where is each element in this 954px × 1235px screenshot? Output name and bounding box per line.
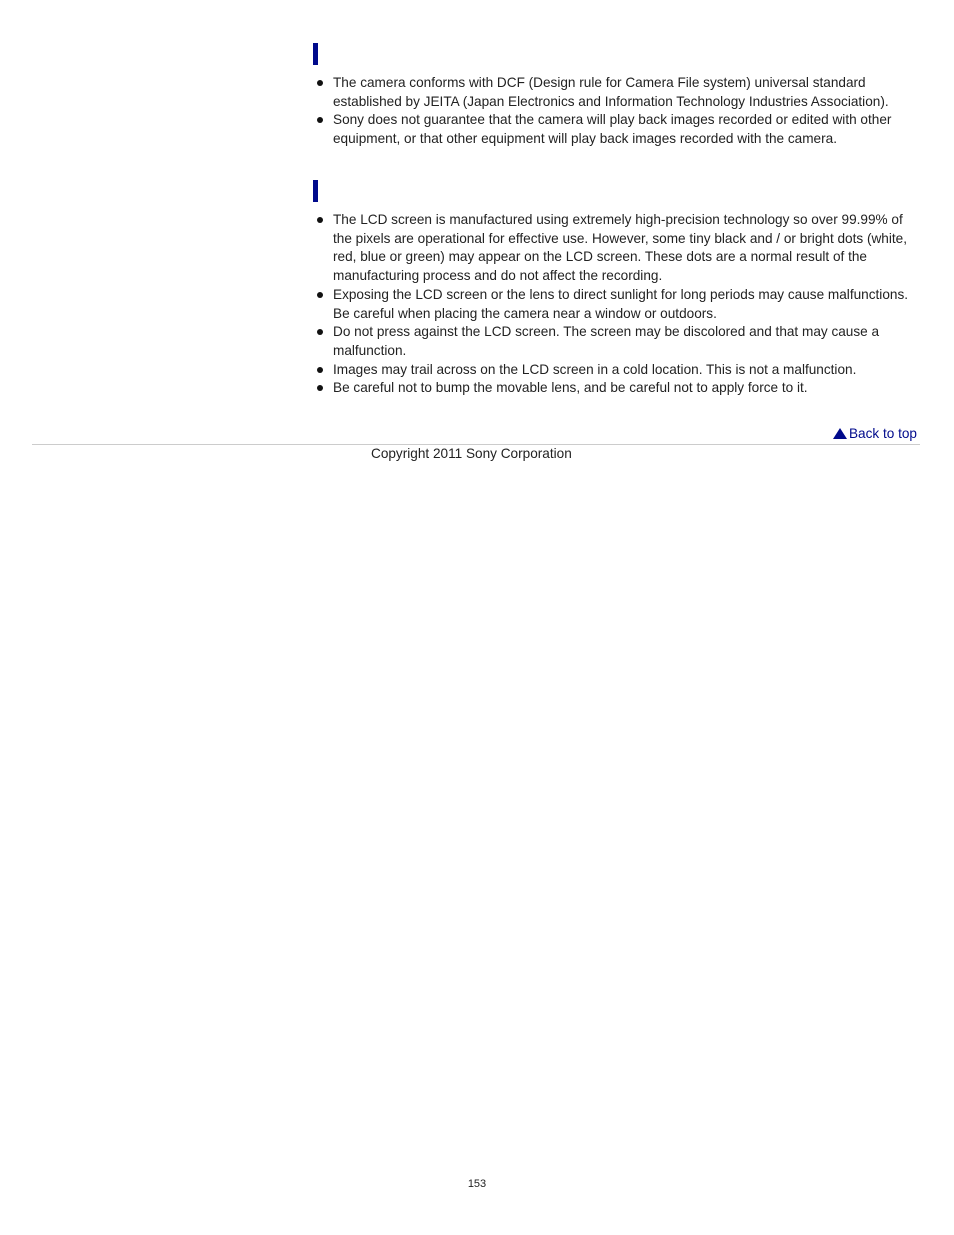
bullet-dot-icon — [317, 117, 323, 123]
list-item-text: Images may trail across on the LCD screen in a cold location. This is not a malfunction. — [333, 361, 857, 377]
section-1-list — [317, 74, 921, 149]
list-item-text: Sony does not guarantee that the camera will play back images recorded or edited with other equipment, or that other equipment will play back images recorded with the camera. — [333, 112, 892, 147]
section-marker-2 — [313, 180, 318, 202]
section-marker-1 — [313, 43, 318, 65]
list-item — [317, 74, 921, 111]
page-number: 153 — [467, 1178, 487, 1190]
list-item-text: Be careful not to bump the movable lens, and be careful not to apply force to it. — [333, 380, 808, 396]
footer-divider — [32, 444, 920, 445]
copyright-text: Copyright 2011 Sony Corporation — [371, 446, 572, 461]
bullet-dot-icon — [317, 292, 323, 298]
list-item — [317, 111, 921, 148]
list-item — [317, 323, 921, 360]
list-item — [317, 361, 921, 380]
list-item-text: Exposing the LCD screen or the lens to direct sunlight for long periods may cause malfunctions. Be careful when placing the camera near a window or outdoors. — [333, 286, 909, 321]
list-item-text: Do not press against the LCD screen. The screen may be discolored and that may cause a malfunction. — [333, 324, 880, 358]
bullet-dot-icon — [317, 80, 323, 86]
bullet-dot-icon — [317, 367, 323, 373]
bullet-dot-icon — [317, 385, 323, 391]
back-to-top-link[interactable] — [833, 426, 917, 441]
list-item — [317, 379, 921, 398]
list-item — [317, 286, 921, 323]
triangle-up-icon — [833, 428, 847, 439]
list-item — [317, 211, 921, 286]
bullet-dot-icon — [317, 217, 323, 223]
back-to-top-label: Back to top — [848, 426, 917, 441]
list-item-text: The LCD screen is manufactured using extremely high-precision technology so over 99.99% of the pixels are operational for effective use. However, some tiny black and / or bright dots (white, red, blue or green) may appear on the LCD screen. These dots are a normal result of the manufacturing process and do not affect the recording. — [333, 212, 908, 284]
bullet-dot-icon — [317, 329, 323, 335]
list-item-text: The camera conforms with DCF (Design rule for Camera File system) universal standard established by JEITA (Japan Electronics and Information Technology Industries Association). — [333, 75, 889, 109]
section-2-list — [317, 211, 921, 398]
